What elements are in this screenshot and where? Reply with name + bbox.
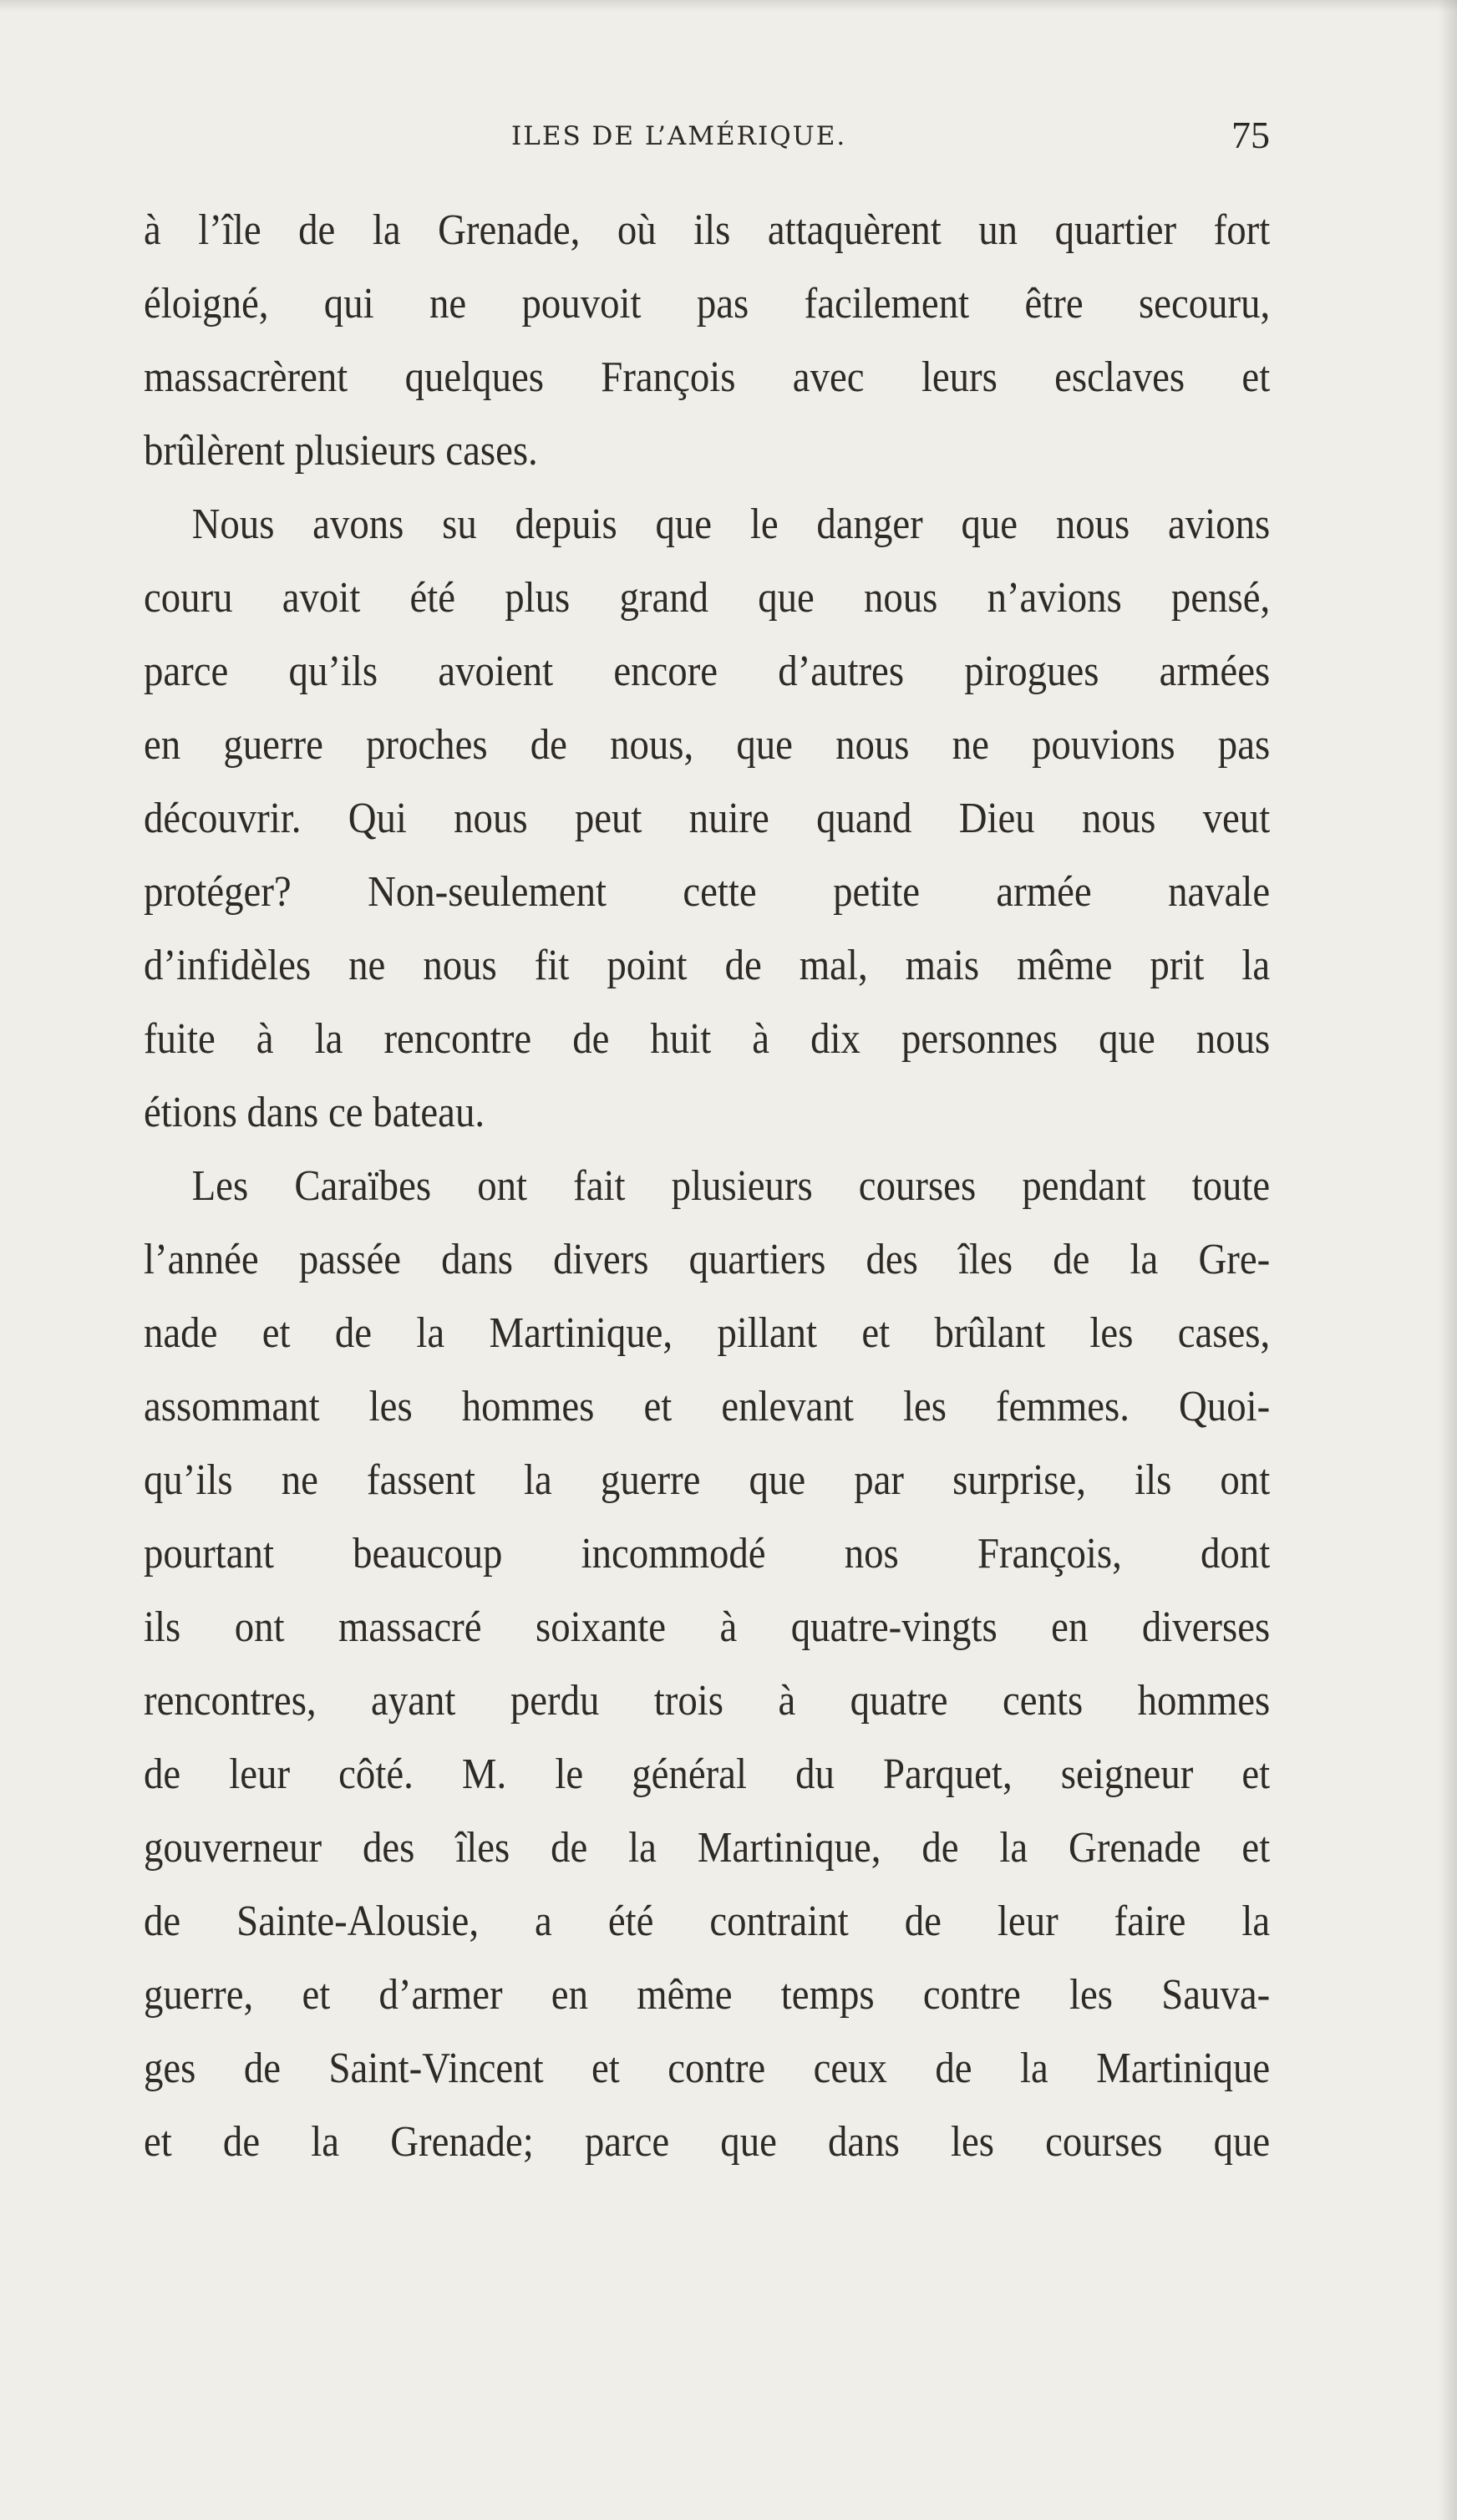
text-line: Nous avons su depuis que le danger que nous avions (191, 500, 1271, 548)
text-line: rencontres, ayant perdu trois à quatre cents hommes (144, 1677, 1271, 1725)
text-line: ges de Saint-Vincent et contre ceux de la Martinique (144, 2045, 1271, 2092)
text-line: et de la Grenade; parce que dans les courses que (144, 2118, 1271, 2166)
text-line: étions dans ce bateau. (144, 1089, 485, 1136)
text-line: découvrir. Qui nous peut nuire quand Dieu nous veut (144, 795, 1271, 842)
text-line: qu’ils ne fassent la guerre que par surprise, ils ont (144, 1456, 1271, 1504)
text-line: éloigné, qui ne pouvoit pas facilement être secouru, (144, 280, 1271, 328)
text-line: couru avoit été plus grand que nous n’avions pensé, (144, 574, 1271, 622)
text-line: assommant les hommes et enlevant les femmes. Quoi- (144, 1383, 1271, 1430)
text-line: guerre, et d’armer en même temps contre les Sauva- (144, 1971, 1271, 2019)
text-line: fuite à la rencontre de huit à dix personnes que nous (144, 1015, 1271, 1063)
text-line: d’infidèles ne nous fit point de mal, mais même prit la (144, 942, 1271, 989)
page-header (144, 113, 1270, 163)
running-head: ILES DE L’AMÉRIQUE. (511, 121, 847, 151)
text-line: massacrèrent quelques François avec leurs esclaves et (144, 353, 1271, 401)
text-line: parce qu’ils avoient encore d’autres pirogues armées (144, 648, 1271, 695)
text-line: de leur côté. M. le général du Parquet, seigneur et (144, 1750, 1271, 1798)
text-line: l’année passée dans divers quartiers des îles de la Gre- (144, 1236, 1271, 1283)
text-line: protéger? Non-seulement cette petite armée navale (144, 868, 1271, 916)
text-line: à l’île de la Grenade, où ils attaquèrent un quartier fort (144, 206, 1271, 254)
text-line: pourtant beaucoup incommodé nos François, dont (144, 1530, 1271, 1578)
text-line: Les Caraïbes ont fait plusieurs courses pendant toute (191, 1162, 1271, 1210)
body-text (144, 194, 1271, 2179)
text-line: gouverneur des îles de la Martinique, de la Grenade et (144, 1824, 1271, 1872)
page-number: 75 (1231, 114, 1270, 156)
text-line: ils ont massacré soixante à quatre-vingts en diverses (144, 1603, 1271, 1651)
text-line: de Sainte-Alousie, a été contraint de leur faire la (144, 1898, 1271, 1945)
text-line: nade et de la Martinique, pillant et brûlant les cases, (144, 1309, 1271, 1357)
page-top-shadow (0, 0, 1457, 12)
text-line: brûlèrent plusieurs cases. (144, 427, 538, 475)
page-edge-shadow (1439, 0, 1457, 2520)
text-line: en guerre proches de nous, que nous ne pouvions pas (144, 721, 1271, 769)
